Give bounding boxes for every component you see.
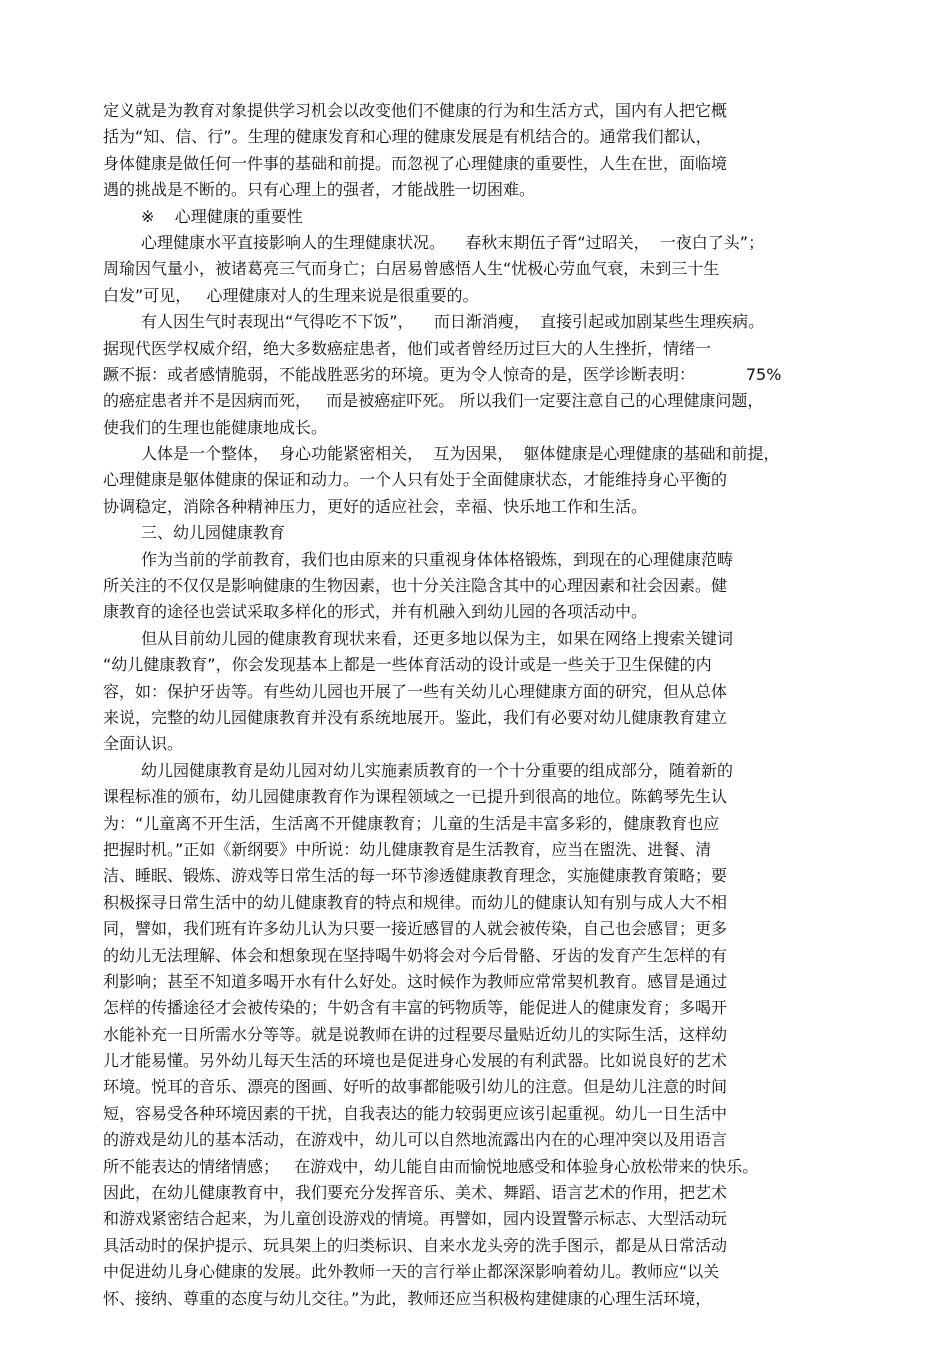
text-line: 把握时机。”正如《新纲要》中所说：幼儿健康教育是生活教育，应当在盥洗、进餐、清 [103, 839, 712, 859]
document-body [103, 98, 863, 1312]
text-line: 心理健康是躯体健康的保证和动力。一个人只有处于全面健康状态，才能维持身心平衡的 [103, 470, 728, 490]
text-line: 来说，完整的幼儿园健康教育并没有系统地展开。鉴此，我们有必要对幼儿健康教育建立 [103, 707, 728, 727]
text-line: 作为当前的学前教育，我们也由原来的只重视身体体格锻炼，到现在的心理健康范畴 [141, 549, 734, 569]
text-line: 使我们的生理也能健康地成长。 [103, 417, 328, 437]
text-line: 有人因生气时表现出“气得吃不下饭”， 而日渐消瘦， 直接引起或加剧某些生理疾病。 [141, 312, 765, 332]
text-line: 遇的挑战是不断的。只有心理上的强者，才能战胜一切困难。 [103, 180, 536, 200]
text-line: 怎样的传播途径才会被传染的；牛奶含有丰富的钙物质等，能促进人的健康发育；多喝开 [103, 998, 728, 1018]
text-line: 周瑜因气量小，被诸葛亮三气而身亡；白居易曾感悟人生“忧极心劳血气衰，未到三十生 [103, 259, 720, 279]
text-line: 容，如：保护牙齿等。有些幼儿园也开展了一些有关幼儿心理健康方面的研究，但从总体 [103, 681, 728, 701]
text-line: 但从目前幼儿园的健康教育现状来看，还更多地以保为主，如果在网络上搜索关键词 [141, 628, 734, 648]
text-line: 环境。悦耳的音乐、漂亮的图画、好听的故事都能吸引幼儿的注意。但是幼儿注意的时间 [103, 1077, 728, 1097]
text-line: 儿才能易懂。另外幼儿每天生活的环境也是促进身心发展的有利武器。比如说良好的艺术 [103, 1051, 728, 1071]
text-line: 康教育的途径也尝试采取多样化的形式，并有机融入到幼儿园的各项活动中。 [103, 602, 648, 622]
text-line: 全面认识。 [103, 734, 184, 754]
text-line: 课程标准的颁布，幼儿园健康教育作为课程领域之一已提升到很高的地位。陈鹤琴先生认 [103, 787, 728, 807]
text-line: 中促进幼儿身心健康的发展。此外教师一天的言行举止都深深影响着幼儿。教师应“以关 [103, 1262, 720, 1282]
text-line: “幼儿健康教育”，你会发现基本上都是一些体育活动的设计或是一些关于卫生保健的内 [103, 655, 712, 675]
text-line: 定义就是为教育对象提供学习机会以改变他们不健康的行为和生活方式，国内有人把它概 [103, 101, 728, 120]
text-line: 所不能表达的情绪情感； 在游戏中，幼儿能自由而愉悦地感受和体验身心放松带来的快乐。 [103, 1156, 759, 1176]
text-line: 蹶不振：或者感情脆弱，不能战胜恶劣的环境。更为令人惊奇的是，医学诊断表明： 75% [103, 364, 782, 384]
text-line: 具活动时的保护提示、玩具架上的归类标识、自来水龙头旁的洗手图示，都是从日常活动 [103, 1235, 728, 1255]
text-line: 怀、接纳、尊重的态度与幼儿交往。”为此，教师还应当积极构建健康的心理生活环境， [103, 1288, 712, 1308]
text-line: 短，容易受各种环境因素的干扰，自我表达的能力较弱更应该引起重视。幼儿一日生活中 [103, 1103, 728, 1123]
text-line: 三、幼儿园健康教育 [141, 523, 286, 543]
text-line: 的幼儿无法理解、体会和想象现在坚持喝牛奶将会对今后骨骼、牙齿的发育产生怎样的有 [103, 945, 728, 965]
text-line: 白发”可见， 心理健康对人的生理来说是很重要的。 [103, 285, 479, 305]
text-line: 括为“知、信、行”。生理的健康发育和心理的健康发展是有机结合的。通常我们都认， [103, 127, 712, 147]
text-line: 的游戏是幼儿的基本活动，在游戏中，幼儿可以自然地流露出内在的心理冲突以及用语言 [103, 1130, 728, 1150]
text-line: 洁、睡眠、锻炼、游戏等日常生活的每一环节渗透健康教育理念，实施健康教育策略；要 [103, 866, 728, 886]
text-line: 积极探寻日常生活中的幼儿健康教育的特点和规律。而幼儿的健康认知有别与成人大不相 [103, 892, 728, 912]
text-line: 身体健康是做任何一件事的基础和前提。而忽视了心理健康的重要性，人生在世，面临境 [103, 153, 728, 173]
text-line: 据现代医学权威介绍，绝大多数癌症患者，他们或者曾经历过巨大的人生挫折，情绪一 [103, 338, 712, 358]
text-line: 同，譬如，我们班有许多幼儿认为只要一接近感冒的人就会被传染，自己也会感冒；更多 [103, 919, 728, 939]
text-line: 心理健康水平直接影响人的生理健康状况。 春秋末期伍子胥“过昭关， 一夜白了头”； [141, 232, 765, 252]
text-line: ※ 心理健康的重要性 [141, 206, 303, 226]
text-line: 因此，在幼儿健康教育中，我们要充分发挥音乐、美术、舞蹈、语言艺术的作用，把艺术 [103, 1183, 728, 1203]
text-line: 利影响；甚至不知道多喝开水有什么好处。这时候作为教师应常常契机教育。感冒是通过 [103, 971, 728, 991]
text-line: 人体是一个整体， 身心功能紧密相关， 互为因果， 躯体健康是心理健康的基础和前提， [141, 444, 780, 464]
text-line: 协调稳定，消除各种精神压力，更好的适应社会，幸福、快乐地工作和生活。 [103, 496, 648, 516]
text-line: 和游戏紧密结合起来，为儿童创设游戏的情境。再譬如，园内设置警示标志、大型活动玩 [103, 1209, 728, 1229]
text-line: 幼儿园健康教育是幼儿园对幼儿实施素质教育的一个十分重要的组成部分，随着新的 [141, 760, 734, 780]
text-line: 的癌症患者并不是因病而死， 而是被癌症吓死。 所以我们一定要注意自己的心理健康问题， [103, 391, 764, 411]
text-line: 所关注的不仅仅是影响健康的生物因素，也十分关注隐含其中的心理因素和社会因素。健 [103, 576, 728, 596]
text-line: 水能补充一日所需水分等等。就是说教师在讲的过程要尽量贴近幼儿的实际生活，这样幼 [103, 1024, 728, 1044]
text-line: 为：“儿童离不开生活，生活离不开健康教育；儿童的生活是丰富多彩的，健康教育也应 [103, 813, 720, 833]
